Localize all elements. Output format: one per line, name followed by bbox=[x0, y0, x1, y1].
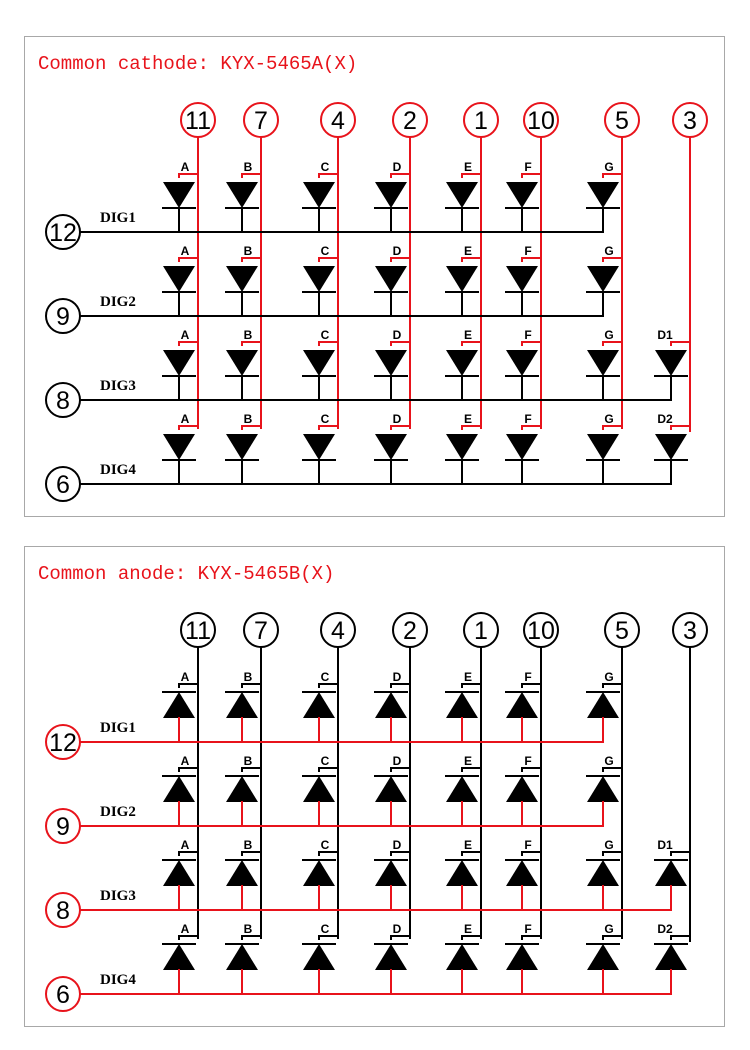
segment-label: A bbox=[180, 670, 190, 684]
segment-label: G bbox=[604, 244, 614, 258]
segment-label: B bbox=[243, 838, 253, 852]
diode-link bbox=[391, 768, 410, 772]
panel-cathode bbox=[25, 37, 725, 517]
led-diode-icon bbox=[446, 776, 478, 802]
top-pin-number: 3 bbox=[683, 617, 697, 645]
diode-link bbox=[319, 936, 338, 940]
led-diode-icon bbox=[226, 692, 258, 718]
diode-link bbox=[522, 174, 541, 178]
diode-link bbox=[462, 852, 481, 856]
diode-link bbox=[522, 768, 541, 772]
diode-link bbox=[242, 258, 261, 262]
led-diode-icon bbox=[587, 182, 619, 208]
led-diode-icon bbox=[506, 434, 538, 460]
diode-link bbox=[242, 342, 261, 346]
top-pin-number: 2 bbox=[403, 617, 417, 645]
segment-label: E bbox=[463, 670, 473, 684]
segment-label: D1 bbox=[657, 328, 673, 342]
led-diode-icon bbox=[587, 944, 619, 970]
segment-label: F bbox=[524, 328, 532, 342]
segment-label: E bbox=[463, 412, 473, 426]
segment-label: D bbox=[392, 160, 402, 174]
digit-row-dig2 bbox=[46, 754, 622, 843]
top-pin-number: 4 bbox=[331, 107, 345, 135]
segment-label: C bbox=[320, 328, 330, 342]
led-diode-icon bbox=[587, 860, 619, 886]
led-diode-icon bbox=[163, 692, 195, 718]
diode-link bbox=[319, 342, 338, 346]
top-pin-number: 7 bbox=[254, 107, 268, 135]
segment-label: C bbox=[320, 160, 330, 174]
led-diode-icon bbox=[446, 692, 478, 718]
led-diode-icon bbox=[303, 434, 335, 460]
segment-label: G bbox=[604, 922, 614, 936]
segment-label: A bbox=[180, 244, 190, 258]
segment-label: C bbox=[320, 412, 330, 426]
diode-link bbox=[603, 426, 622, 430]
led-diode-icon bbox=[163, 350, 195, 376]
led-diode-icon bbox=[303, 266, 335, 292]
led-diode-icon bbox=[506, 692, 538, 718]
segment-label: D bbox=[392, 670, 402, 684]
segment-label: D bbox=[392, 412, 402, 426]
led-diode-icon bbox=[506, 266, 538, 292]
led-diode-icon bbox=[446, 434, 478, 460]
led-diode-icon bbox=[587, 776, 619, 802]
segment-label: F bbox=[524, 838, 532, 852]
diode-link bbox=[391, 258, 410, 262]
panel-title: Common cathode: KYX-5465A(X) bbox=[38, 53, 358, 75]
led-diode-icon bbox=[303, 182, 335, 208]
led-diode-icon bbox=[587, 692, 619, 718]
segment-label: F bbox=[524, 922, 532, 936]
digit-pin-number: 9 bbox=[56, 303, 70, 331]
led-diode-icon bbox=[226, 350, 258, 376]
led-diode-icon bbox=[303, 944, 335, 970]
top-pin-number: 1 bbox=[474, 107, 488, 135]
segment-label: E bbox=[463, 922, 473, 936]
segment-label: D bbox=[392, 922, 402, 936]
diode-link bbox=[179, 342, 198, 346]
segment-label: F bbox=[524, 670, 532, 684]
diode-link bbox=[179, 258, 198, 262]
segment-label: B bbox=[243, 244, 253, 258]
top-pin-number: 10 bbox=[527, 107, 555, 135]
led-diode-icon bbox=[303, 692, 335, 718]
diode-link bbox=[522, 852, 541, 856]
top-pin-number: 5 bbox=[615, 617, 629, 645]
segment-label: G bbox=[604, 754, 614, 768]
diode-link bbox=[671, 852, 690, 856]
diode-link bbox=[462, 258, 481, 262]
diode-link bbox=[319, 852, 338, 856]
digit-row-dig3 bbox=[46, 328, 690, 417]
diode-link bbox=[462, 936, 481, 940]
segment-label: D bbox=[392, 838, 402, 852]
led-diode-icon bbox=[655, 860, 687, 886]
panel-anode bbox=[25, 547, 725, 1027]
diode-link bbox=[671, 426, 690, 430]
led-diode-icon bbox=[375, 776, 407, 802]
led-diode-icon bbox=[226, 434, 258, 460]
led-diode-icon bbox=[226, 266, 258, 292]
led-diode-icon bbox=[375, 182, 407, 208]
led-diode-icon bbox=[506, 350, 538, 376]
segment-label: B bbox=[243, 160, 253, 174]
diode-link bbox=[319, 258, 338, 262]
digit-label: DIG1 bbox=[100, 210, 136, 226]
led-diode-icon bbox=[587, 266, 619, 292]
segment-label: D bbox=[392, 754, 402, 768]
diode-link bbox=[462, 426, 481, 430]
digit-pin-number: 8 bbox=[56, 897, 70, 925]
led-diode-icon bbox=[375, 944, 407, 970]
top-pin-number: 1 bbox=[474, 617, 488, 645]
led-diode-icon bbox=[446, 860, 478, 886]
led-diode-icon bbox=[303, 860, 335, 886]
led-diode-icon bbox=[163, 860, 195, 886]
top-pin-number: 5 bbox=[615, 107, 629, 135]
diode-link bbox=[391, 174, 410, 178]
led-diode-icon bbox=[655, 350, 687, 376]
led-diode-icon bbox=[163, 266, 195, 292]
digit-row-dig2 bbox=[46, 244, 622, 333]
digit-pin-number: 12 bbox=[49, 729, 77, 757]
diode-link bbox=[603, 768, 622, 772]
segment-label: B bbox=[243, 670, 253, 684]
segment-label: E bbox=[463, 328, 473, 342]
diode-link bbox=[522, 258, 541, 262]
digit-label: DIG2 bbox=[100, 804, 136, 820]
segment-label: A bbox=[180, 412, 190, 426]
segment-label: D bbox=[392, 244, 402, 258]
diode-link bbox=[179, 426, 198, 430]
diode-link bbox=[603, 342, 622, 346]
diode-link bbox=[522, 684, 541, 688]
led-diode-icon bbox=[587, 350, 619, 376]
diode-link bbox=[462, 684, 481, 688]
diode-link bbox=[242, 174, 261, 178]
led-diode-icon bbox=[375, 266, 407, 292]
led-diode-icon bbox=[446, 944, 478, 970]
segment-label: C bbox=[320, 244, 330, 258]
diode-link bbox=[319, 768, 338, 772]
segment-label: A bbox=[180, 922, 190, 936]
digit-pin-number: 6 bbox=[56, 981, 70, 1009]
segment-label: A bbox=[180, 160, 190, 174]
diode-link bbox=[462, 342, 481, 346]
led-diode-icon bbox=[163, 944, 195, 970]
top-pin-number: 11 bbox=[185, 617, 211, 645]
led-diode-icon bbox=[655, 434, 687, 460]
led-diode-icon bbox=[375, 350, 407, 376]
digit-pin-number: 9 bbox=[56, 813, 70, 841]
diode-link bbox=[462, 768, 481, 772]
diode-link bbox=[179, 852, 198, 856]
diode-link bbox=[522, 936, 541, 940]
diode-link bbox=[242, 684, 261, 688]
segment-label: G bbox=[604, 838, 614, 852]
diode-link bbox=[603, 684, 622, 688]
led-diode-icon bbox=[375, 434, 407, 460]
segment-label: A bbox=[180, 754, 190, 768]
diode-link bbox=[603, 258, 622, 262]
diode-link bbox=[179, 684, 198, 688]
segment-label: A bbox=[180, 328, 190, 342]
segment-label: E bbox=[463, 160, 473, 174]
diode-link bbox=[319, 174, 338, 178]
led-diode-icon bbox=[375, 692, 407, 718]
segment-label: E bbox=[463, 244, 473, 258]
led-diode-icon bbox=[226, 944, 258, 970]
panel-title: Common anode: KYX-5465B(X) bbox=[38, 563, 335, 585]
segment-label: B bbox=[243, 412, 253, 426]
segment-label: G bbox=[604, 670, 614, 684]
digit-pin-number: 12 bbox=[49, 219, 77, 247]
segment-label: G bbox=[604, 412, 614, 426]
segment-label: C bbox=[320, 838, 330, 852]
diode-link bbox=[522, 426, 541, 430]
diode-link bbox=[179, 768, 198, 772]
digit-label: DIG3 bbox=[100, 378, 136, 394]
diode-link bbox=[671, 342, 690, 346]
led-diode-icon bbox=[303, 776, 335, 802]
segment-label: F bbox=[524, 754, 532, 768]
segment-label: D2 bbox=[657, 922, 673, 936]
led-diode-icon bbox=[446, 350, 478, 376]
led-diode-icon bbox=[655, 944, 687, 970]
diode-link bbox=[242, 852, 261, 856]
segment-label: G bbox=[604, 160, 614, 174]
led-diode-icon bbox=[506, 182, 538, 208]
diode-link bbox=[319, 684, 338, 688]
top-pin-number: 7 bbox=[254, 617, 268, 645]
segment-label: D2 bbox=[657, 412, 673, 426]
top-pin-number: 3 bbox=[683, 107, 697, 135]
led-diode-icon bbox=[226, 860, 258, 886]
top-pin-number: 2 bbox=[403, 107, 417, 135]
segment-label: A bbox=[180, 838, 190, 852]
led-diode-icon bbox=[506, 776, 538, 802]
diode-link bbox=[603, 936, 622, 940]
segment-label: C bbox=[320, 922, 330, 936]
diode-link bbox=[391, 684, 410, 688]
digit-row-dig1 bbox=[46, 670, 622, 759]
diode-link bbox=[391, 936, 410, 940]
led-diode-icon bbox=[163, 434, 195, 460]
led-diode-icon bbox=[163, 776, 195, 802]
diode-link bbox=[179, 174, 198, 178]
diode-link bbox=[603, 852, 622, 856]
diode-link bbox=[391, 342, 410, 346]
segment-label: G bbox=[604, 328, 614, 342]
digit-label: DIG2 bbox=[100, 294, 136, 310]
digit-label: DIG4 bbox=[100, 462, 136, 478]
led-diode-icon bbox=[226, 776, 258, 802]
led-diode-icon bbox=[506, 860, 538, 886]
digit-row-dig1 bbox=[46, 160, 622, 249]
digit-label: DIG4 bbox=[100, 972, 136, 988]
digit-label: DIG3 bbox=[100, 888, 136, 904]
top-pin-number: 4 bbox=[331, 617, 345, 645]
segment-label: E bbox=[463, 754, 473, 768]
segment-label: C bbox=[320, 670, 330, 684]
digit-row-dig3 bbox=[46, 838, 690, 927]
led-diode-icon bbox=[587, 434, 619, 460]
led-diode-icon bbox=[163, 182, 195, 208]
segment-label: B bbox=[243, 922, 253, 936]
led-diode-icon bbox=[446, 182, 478, 208]
diode-link bbox=[391, 852, 410, 856]
segment-label: F bbox=[524, 412, 532, 426]
segment-label: D bbox=[392, 328, 402, 342]
diode-link bbox=[603, 174, 622, 178]
segment-label: D1 bbox=[657, 838, 673, 852]
diode-link bbox=[179, 936, 198, 940]
diode-link bbox=[242, 768, 261, 772]
diode-link bbox=[462, 174, 481, 178]
segment-label: E bbox=[463, 838, 473, 852]
diode-link bbox=[242, 936, 261, 940]
led-diode-icon bbox=[303, 350, 335, 376]
diode-link bbox=[242, 426, 261, 430]
digit-label: DIG1 bbox=[100, 720, 136, 736]
top-pin-number: 10 bbox=[527, 617, 555, 645]
digit-pin-number: 6 bbox=[56, 471, 70, 499]
segment-label: B bbox=[243, 328, 253, 342]
diode-link bbox=[319, 426, 338, 430]
digit-row-dig4 bbox=[46, 412, 690, 501]
top-pin-number: 11 bbox=[185, 107, 211, 135]
led-diode-icon bbox=[506, 944, 538, 970]
led-diode-icon bbox=[226, 182, 258, 208]
segment-label: F bbox=[524, 160, 532, 174]
diode-link bbox=[522, 342, 541, 346]
segment-label: F bbox=[524, 244, 532, 258]
led-diode-icon bbox=[446, 266, 478, 292]
digit-pin-number: 8 bbox=[56, 387, 70, 415]
segment-label: B bbox=[243, 754, 253, 768]
segment-label: C bbox=[320, 754, 330, 768]
diode-link bbox=[391, 426, 410, 430]
diode-link bbox=[671, 936, 690, 940]
led-diode-icon bbox=[375, 860, 407, 886]
digit-row-dig4 bbox=[46, 922, 690, 1011]
